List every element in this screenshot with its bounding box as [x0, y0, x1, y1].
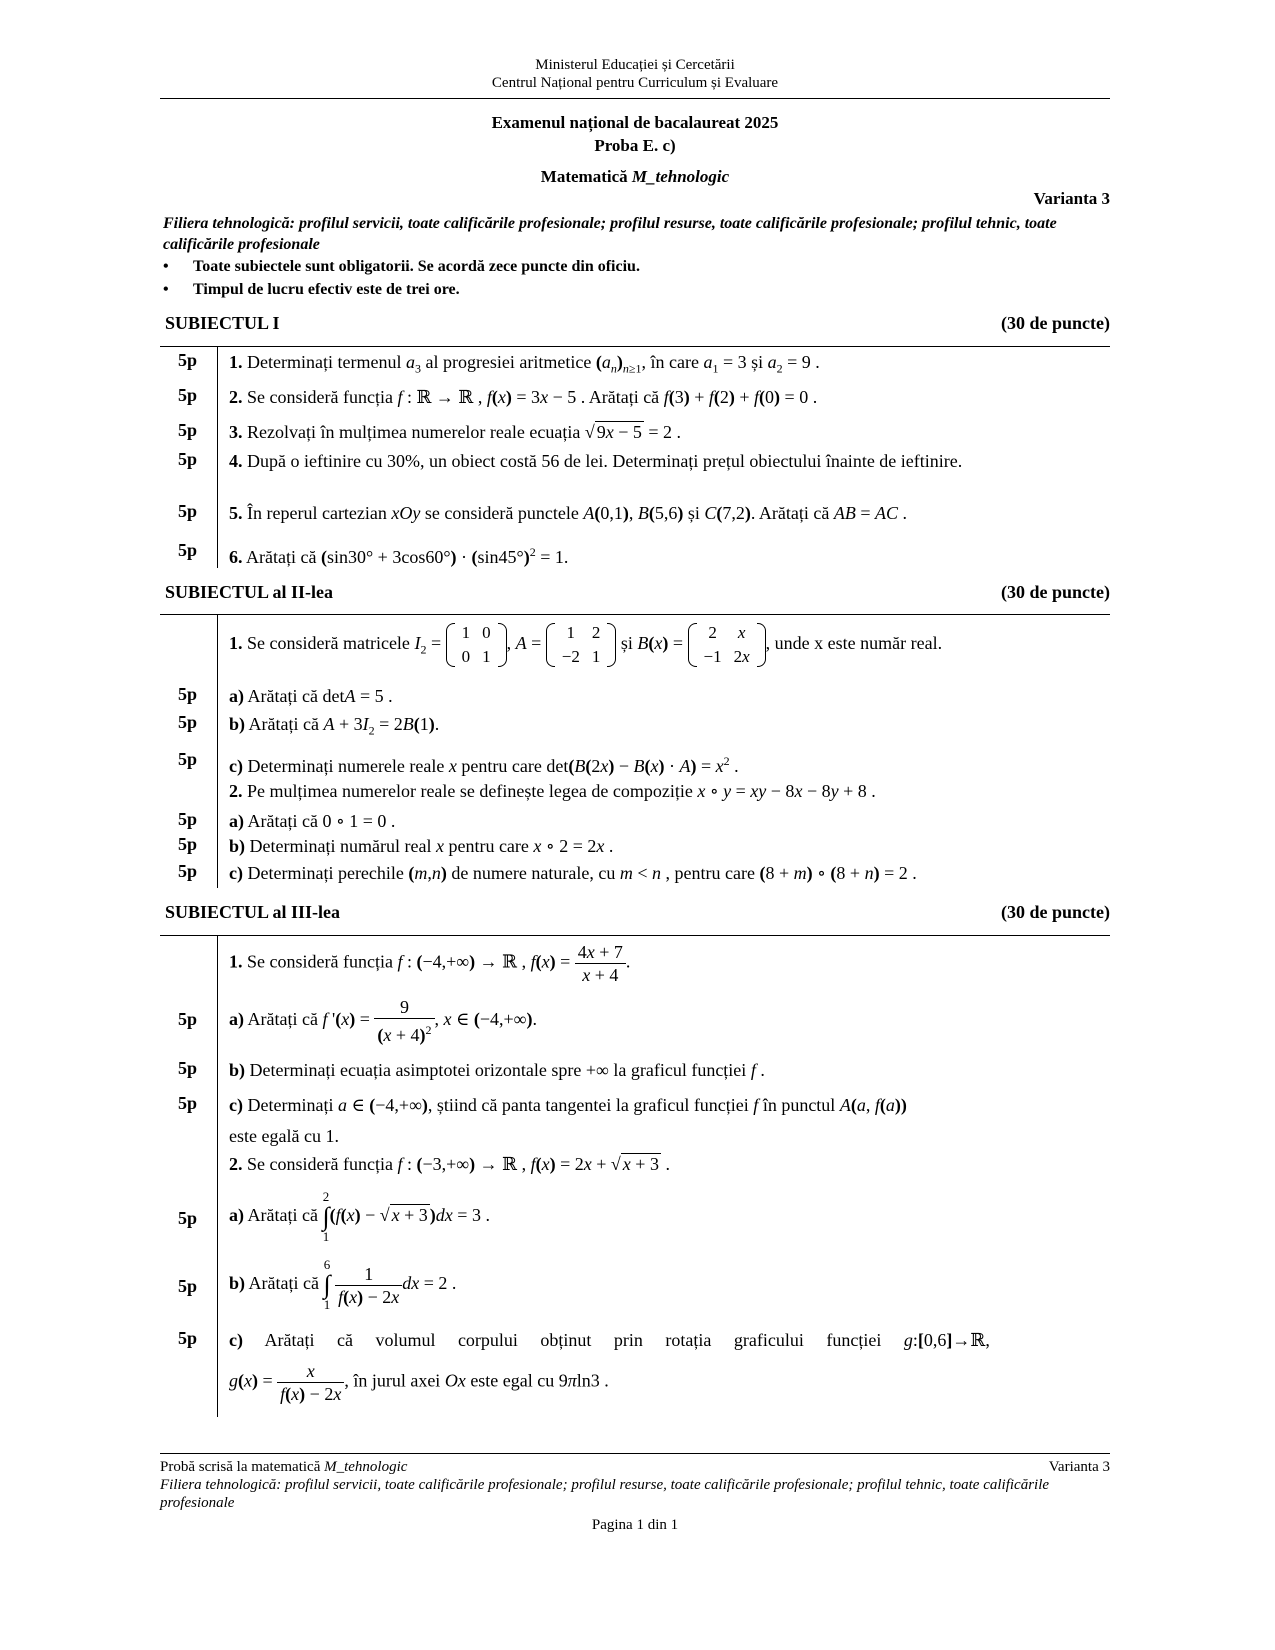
- integral-symbol: 2 ∫ 1: [322, 1189, 330, 1244]
- s1-q5: 5. În reperul cartezian xOy se consideră punctele A(0,1), B(5,6) și C(7,2). Arătați că AB = AC .: [229, 503, 907, 523]
- score: 5p: [178, 1009, 198, 1029]
- s2-p1-statement: 1. Se consideră matricele $I_2$ = 1 0 0 1 , A = 1 2 −2 1 și B(x) = 2 x −1 2x , unde x este număr real.: [229, 621, 942, 669]
- s3-p1-a: a) Arătați că f '(x) = $\frac{9}{(x + 4)^2}$ , x ∈ (−4,+∞).: [229, 997, 538, 1045]
- bullet-icon: •: [163, 281, 169, 298]
- s3-p2-a: a) Arătați că 2 ∫ 1(f(x) − √ x + 3 )dx = 3 .: [229, 1189, 490, 1244]
- s3-p2-statement: 2. Se consideră funcția f : (−3,+∞) → ℝ , f(x) = 2x + √ x + 3 .: [229, 1154, 670, 1174]
- matrix-b: 2 x −1 2x: [688, 621, 766, 669]
- exam-title: Examenul național de bacalaureat 2025: [491, 113, 779, 132]
- s1-q6: 6. Arătați că $(\sin 30^\circ + 3\cos 60^\circ) \cdot (\sin 45^\circ)^2 = 1$.: [229, 545, 569, 567]
- s3-p2-c: c) Arătați că volumul corpului obținut prin rotația graficului funcției g:[0,6]→ℝ,: [229, 1330, 990, 1350]
- section-3-margin: [217, 935, 218, 1417]
- section-1-title: SUBIECTUL I: [165, 313, 280, 333]
- section-1-rule: [160, 346, 1110, 347]
- s1-q3: 3. Rezolvați în mulțimea numerelor reale ecuația √ 9x − 5 = 2 .: [229, 422, 682, 442]
- section-2-title: SUBIECTUL al II-lea: [165, 582, 334, 602]
- footer-left: Probă scrisă la matematică M_tehnologic: [160, 1459, 408, 1475]
- score: 5p: [178, 809, 198, 829]
- s1-q1: 1. Determinați termenul $a_3$ al progresiei aritmetice $(a_n)_{n\ge 1}$, în care $a_1 = 3$ și $a_2 = 9$ .: [229, 352, 820, 376]
- s2-p2-b: b) Determinați numărul real x pentru care x ∘ 2 = 2x .: [229, 836, 614, 856]
- score: 5p: [178, 1058, 198, 1078]
- score: 5p: [178, 684, 198, 704]
- footer-rule: [160, 1453, 1110, 1454]
- page-number: Pagina 1 din 1: [591, 1517, 679, 1533]
- footer-variant: Varianta 3: [1048, 1459, 1110, 1475]
- score: 5p: [178, 749, 198, 769]
- s3-p2-c-cont: g(x) = $\frac{x}{f(x) - 2x}$ , în jurul axei Ox este egal cu 9πln3 .: [229, 1361, 609, 1404]
- ministry-line: Ministerul Educației și Cercetării: [535, 57, 735, 73]
- section-2-points: (30 de puncte): [1001, 582, 1110, 602]
- score: 5p: [178, 1276, 198, 1296]
- s3-p1-statement: 1. Se consideră funcția f : (−4,+∞) → ℝ , f(x) = $\frac{4x + 7}{x + 4}$ .: [229, 942, 631, 985]
- s2-p1-c: c) Determinați numerele reale x pentru care $\det(B(2x) - B(x) \cdot A) = x^2$ .: [229, 754, 739, 776]
- s1-q4: 4. După o ieftinire cu 30%, un obiect costă 56 de lei. Determinați prețul obiectului înainte de ieftinire.: [229, 451, 963, 471]
- proba-title: Proba E. c): [594, 136, 676, 155]
- s2-p2-statement: 2. Pe mulțimea numerelor reale se definește legea de compoziție x ∘ y = xy − 8x − 8y + 8 .: [229, 781, 876, 801]
- s2-p1-b: b) Arătați că $A + 3I_2 = 2B(1)$.: [229, 714, 440, 738]
- rule-1: • Toate subiectele sunt obligatorii. Se acordă zece puncte din oficiu.: [163, 258, 640, 275]
- subject-title: [160, 167, 1110, 187]
- matrix-i2: 1 0 0 1: [446, 621, 507, 669]
- integral-symbol: 6 ∫ 1: [323, 1257, 331, 1312]
- score: 5p: [178, 1208, 198, 1228]
- s3-p1-c: c) Determinați a ∈ (−4,+∞), știind că panta tangentei la graficul funcției f în punctul A(a, f(a)): [229, 1095, 907, 1115]
- score: 5p: [178, 385, 198, 405]
- subject-profile: M_tehnologic: [631, 167, 730, 186]
- matrix-a: 1 2 −2 1: [546, 621, 617, 669]
- score: 5p: [178, 540, 198, 560]
- section-1-points: (30 de puncte): [1001, 313, 1110, 333]
- s3-p1-b: b) Determinați ecuația asimptotei orizontale spre +∞ la graficul funcției f .: [229, 1060, 765, 1080]
- section-3-points: (30 de puncte): [1001, 902, 1110, 922]
- section-2-margin: [217, 614, 218, 888]
- score: 5p: [178, 861, 198, 881]
- score: 5p: [178, 712, 198, 732]
- score: 5p: [178, 834, 198, 854]
- s2-p2-a: a) Arătați că 0 ∘ 1 = 0 .: [229, 811, 396, 831]
- score: 5p: [178, 1093, 198, 1113]
- score: 5p: [178, 1328, 198, 1348]
- s1-q2: 2. Se consideră funcția f : ℝ → ℝ , f(x) = 3x − 5 . Arătați că f(3) + f(2) + f(0) = 0 .: [229, 387, 818, 407]
- section-2-rule: [160, 614, 1110, 615]
- center-line: Centrul Național pentru Curriculum și Evaluare: [491, 75, 779, 91]
- section-1-margin: [217, 346, 218, 568]
- score: 5p: [178, 420, 198, 440]
- subject-name: Matematică: [540, 167, 628, 186]
- s3-p1-c-cont: este egală cu 1.: [229, 1126, 339, 1146]
- score: 5p: [178, 501, 198, 521]
- header-rule: [160, 98, 1110, 99]
- section-3-rule: [160, 935, 1110, 936]
- rule-2: • Timpul de lucru efectiv este de trei ore.: [163, 281, 460, 298]
- bullet-icon: •: [163, 258, 169, 275]
- variant-label: Varianta 3: [1033, 189, 1110, 208]
- s3-p2-b: b) Arătați că 6 ∫ 1 $\frac{1}{f(x) - 2x}$ dx = 2 .: [229, 1257, 457, 1312]
- footer-filiera: Filiera tehnologică: profilul servicii, toate calificările profesionale; profilul resurse, toate calificările profesionale; profilul tehnic, toate calificările profesionale: [160, 1477, 1050, 1511]
- filiera-text: Filiera tehnologică: profilul servicii, toate calificările profesionale; profilul resurse, toate calificările profesionale; profilul tehnic, toate calificările profesionale: [163, 215, 1057, 253]
- section-3-title: SUBIECTUL al III-lea: [165, 902, 341, 922]
- score: 5p: [178, 449, 198, 469]
- s2-p2-c: c) Determinați perechile (m,n) de numere naturale, cu m < n , pentru care (8 + m) ∘ (8 + n) = 2 .: [229, 863, 917, 883]
- s2-p1-a: a) Arătați că detA = 5 .: [229, 686, 393, 706]
- score: 5p: [178, 350, 198, 370]
